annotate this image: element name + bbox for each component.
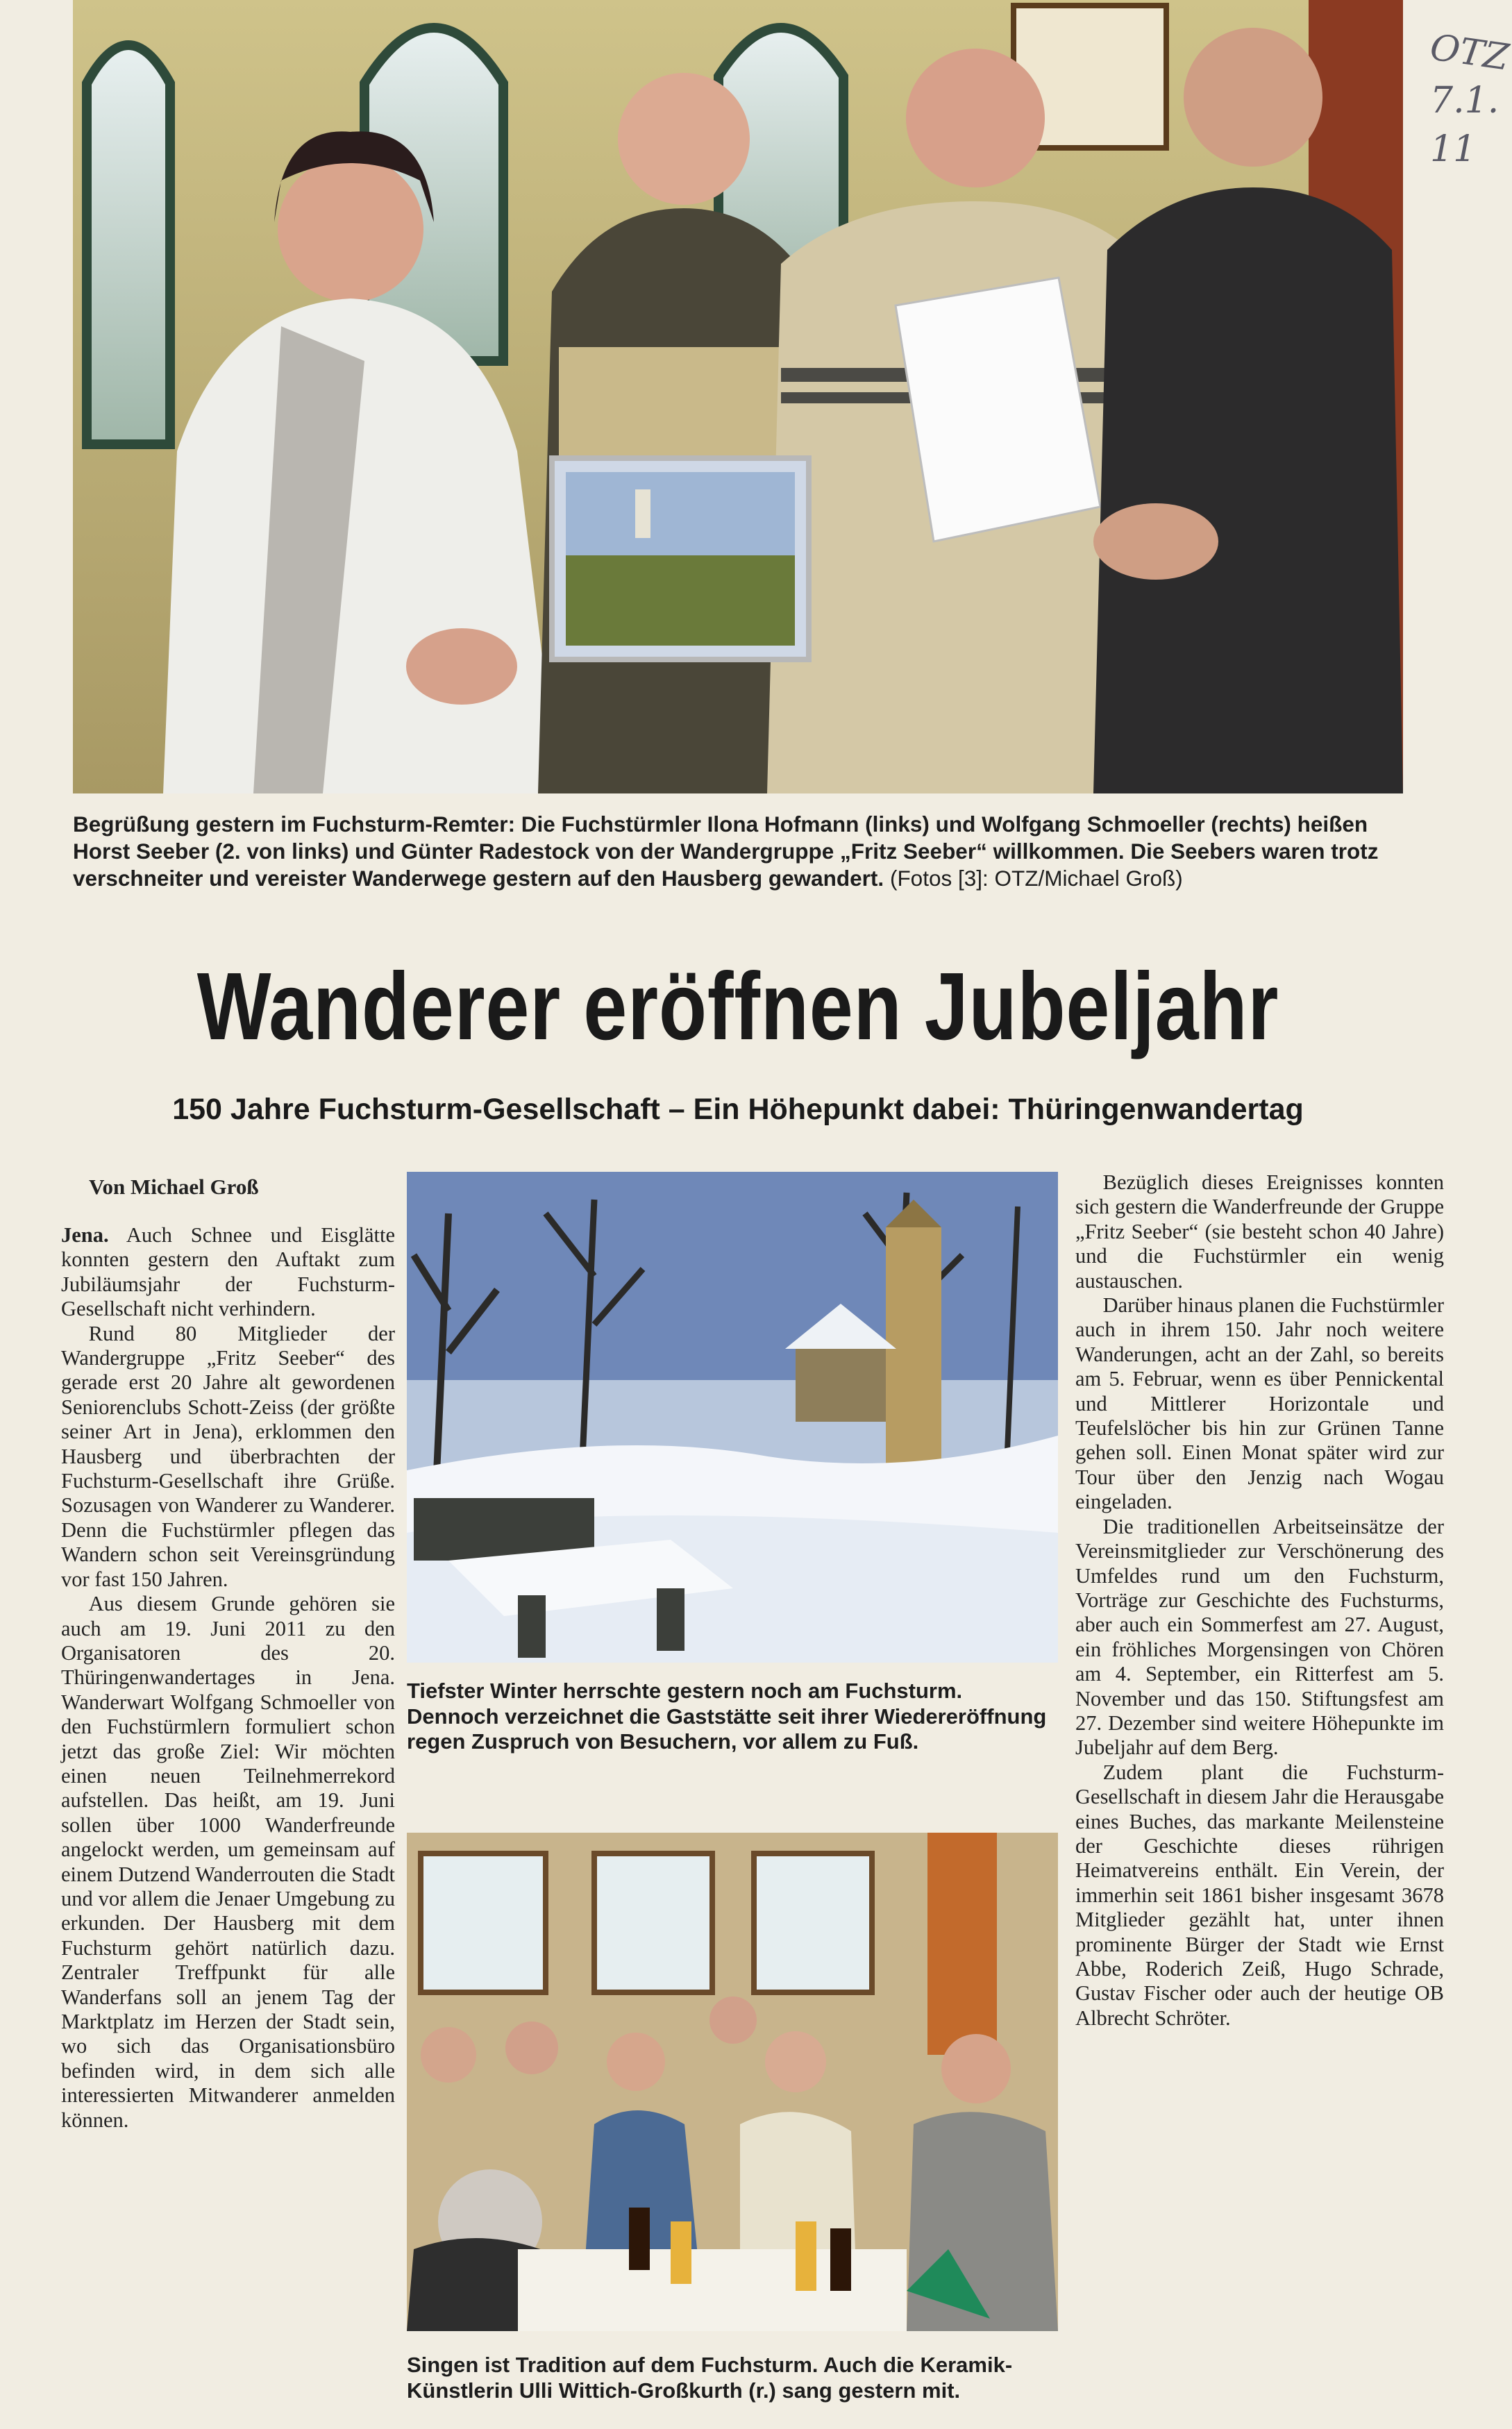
top-caption-text: Begrüßung gestern im Fuchsturm-Remter: Die Fuchstürmler Ilona Hofmann (links) und Wolfgang Schmoeller (rechts) heißen Horst Seeber (2. von links) und Günter Radestock von der Wandergruppe „Fritz Seeber“ willkommen. Die Seebers waren trotz verschneiter und vereister Wanderwege gestern auf den Hausberg gewandert. bbox=[73, 812, 1379, 891]
gift-picture bbox=[552, 458, 809, 659]
place-dateline: Jena. bbox=[61, 1223, 109, 1247]
annotation-source: OTZ bbox=[1427, 26, 1512, 79]
singers-photo bbox=[407, 1833, 1058, 2331]
annotation-date: 7.1. bbox=[1430, 80, 1500, 121]
col3-paragraph-1: Bezüglich dieses Ereignisses konnten sich gestern die Wanderfreunde der Gruppe „Fritz Seeber“ (sie besteht schon 40 Jahre) und die Fuchstürmler ein wenig austauschen. bbox=[1075, 1170, 1444, 1293]
col1-paragraph-2: Rund 80 Mitglieder der Wandergruppe „Fritz Seeber“ des gerade erst 20 Jahre alt gewordenen Seniorenclubs Schott-Zeiss (der größte seiner Art in Jena), erklommen den Hausberg und überbrachten der Fuchsturm-Gesellschaft ihre Grüße. Sozusagen von Wanderer zu Wanderer. Denn die Fuchstürmler pflegen das Wandern schon seit Vereinsgründung vor fast 150 Jahren. bbox=[61, 1321, 395, 1591]
col1-paragraph-1 bbox=[61, 1223, 395, 1322]
col3-paragraph-4: Zudem plant die Fuchsturm-Gesellschaft in diesem Jahr die Herausgabe eines Buches, das markante Meilensteine der Geschichte dieses rührigen Heimatvereins enthält. Ein Verein, der immerhin seit 1861 bisher insgesamt 3678 Mitglieder gezählt hat, unter ihnen prominente Bürger der Stadt wie Ernst Abbe, Roderich Zeiß, Hugo Schrade, Gustav Fischer oder auch der heutige OB Albrecht Schröter. bbox=[1075, 1760, 1445, 2030]
byline: Von Michael Groß bbox=[89, 1175, 259, 1199]
top-photo-caption bbox=[73, 811, 1403, 892]
subheadline: 150 Jahre Fuchsturm-Gesellschaft – Ein Höhepunkt dabei: Thüringenwandertag bbox=[172, 1093, 1304, 1126]
fuchsturm-tower bbox=[886, 1200, 941, 1470]
col1-p1-text: Auch Schnee und Eisglätte konnten gestern den Auftakt zum Jubiläumsjahr der Fuchsturm-Gesellschaft nicht verhindern. bbox=[61, 1223, 395, 1321]
winter-photo bbox=[407, 1172, 1058, 1663]
col3-paragraph-3: Die traditionellen Arbeitseinsätze der Vereinsmitglieder zur Verschönerung des Umfeldes rund um den Fuchsturm, Vorträge zur Geschichte des Fuchsturms, aber auch ein Sommerfest am 27. August, ein fröhliches Morgensingen von Chören am 4. September, ein Ritterfest am 5. November und das 150. Stiftungsfest am 27. Dezember sind weitere Höhepunkte im Jubeljahr auf dem Berg. bbox=[1075, 1514, 1444, 1760]
handwritten-annotation bbox=[1427, 26, 1512, 208]
singers-photo-illustration bbox=[407, 1833, 1058, 2331]
top-photo-group-portrait bbox=[73, 0, 1403, 793]
winter-photo-caption: Tiefster Winter herrschte gestern noch am Fuchsturm. Dennoch verzeichnet die Gaststätte seit ihrer Wiedereröffnung regen Zuspruch von Besuchern, vor allem zu Fuß. bbox=[407, 1679, 1047, 1754]
winter-photo-illustration bbox=[407, 1172, 1058, 1663]
top-photo-illustration bbox=[73, 0, 1403, 793]
singers-photo-caption: Singen ist Tradition auf dem Fuchsturm. Auch die Keramik-Künstlerin Ulli Wittich-Großkurth (r.) sang gestern mit. bbox=[407, 2353, 1013, 2403]
col3-paragraph-2: Darüber hinaus planen die Fuchstürmler auch in ihrem 150. Jahr noch weitere Wanderungen, acht an der Zahl, so bereits am 5. Februar, wenn es über Pennickental und Mittlerer Horizontale und Teufelslöcher bis hin zur Grünen Tanne gehen soll. Einen Monat später wird zur Tour über den Jenzig nach Wogau eingeladen. bbox=[1075, 1293, 1444, 1514]
col1-paragraph-3: Aus diesem Grunde gehören sie auch am 19. Juni 2011 zu den Organisatoren des 20. Thüringenwandertages in Jena. Wanderwart Wolfgang Schmoeller von den Fuchstürmlern formuliert schon jetzt das große Ziel: Wir möchten einen neuen Teilnehmerrekord aufstellen. Das heißt, am 19. Juni sollen über 1000 Wanderfreunde angelockt werden, um gemeinsam auf einem Dutzend Wanderrouten die Stadt und vor allem die Jenaer Umgebung zu erkunden. Der Hausberg mit dem Fuchsturm gehört natürlich dazu. Zentraler Treffpunkt für alle Wanderfans soll an jenem Tag der Marktplatz im Herzen der Stadt sein, wo sich das Organisationsbüro befinden wird, in dem sich alle interessierten Mitwanderer anmelden können. bbox=[61, 1592, 395, 2132]
headline: Wanderer eröffnen Jubeljahr bbox=[196, 953, 1279, 1060]
article-column-1 bbox=[61, 1223, 395, 2133]
annotation-year: 11 bbox=[1430, 128, 1477, 170]
article-column-3 bbox=[1075, 1170, 1444, 2031]
photo-credit: (Fotos [3]: OTZ/Michael Groß) bbox=[889, 866, 1183, 891]
